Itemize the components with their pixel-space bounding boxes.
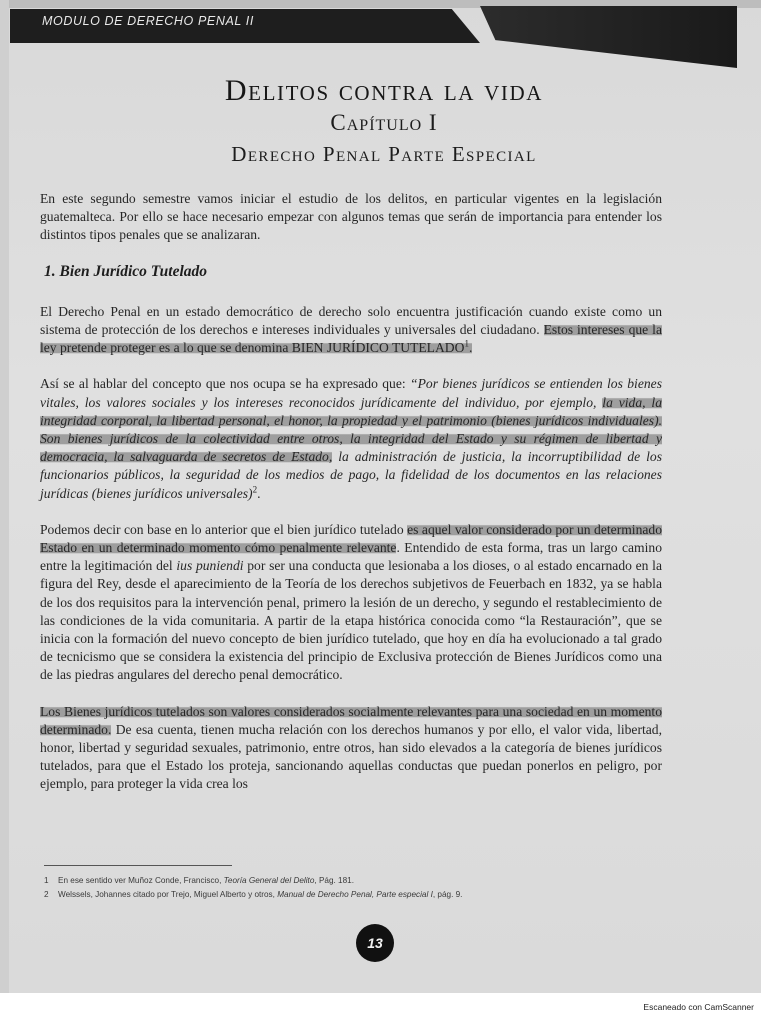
p4-text: De esa cuenta, tienen mucha relación con los derechos humanos y por ello, el valor vida, libertad, honor, libertad y seguridad sexuales, patrimonio, entre otros, han sido elevados a la categoría de bienes jurídicos tutelados, para que el Estado los proteja, sancionando aquellas conductas que puedan ponerlos en peligro, por ejemplo, para proteger la vida crea los (40, 721, 662, 792)
footnote-ref-2: 2 (252, 484, 258, 495)
footnote-text-end: , pág. 9. (432, 890, 463, 899)
footnote-1 (44, 874, 664, 888)
footnote-text-end: , Pág. 181. (314, 876, 354, 885)
footnote-text: Welssels, Johannes citado por Trejo, Miguel Alberto y otros, (58, 890, 278, 899)
subtitle: Derecho Penal Parte Especial (231, 142, 537, 166)
body-text (40, 190, 662, 812)
paragraph-2 (40, 375, 662, 502)
footnote-title: Manual de Derecho Penal, Parte especial I (277, 890, 433, 899)
paragraph-4 (40, 703, 662, 794)
p2-quote-highlight: la vida, la integridad corporal, la libertad personal, el honor, la propiedad y el patrimonio (bienes jurídicos individuales). Son bienes jurídicos de la colectividad entre otros, la integridad del Estado y su régimen de libertad y democracia, la salvaguarda de secretos de Estado, (40, 394, 663, 465)
chapter-title: Capítulo I (330, 110, 438, 135)
ius-puniendi: ius puniendi (176, 558, 244, 574)
p2-text: Así se al hablar del concepto que nos ocupa se ha expresado que: (40, 376, 411, 392)
p3-text: Podemos decir con base en lo anterior que el bien jurídico tutelado (40, 521, 408, 537)
module-title: MODULO DE DERECHO PENAL II (42, 14, 254, 28)
p3-text-2: . Entendido de esta forma, tras un largo camino entre la legitimación del (40, 540, 663, 574)
footnote-text: En ese sentido ver Muñoz Conde, Francisco, (58, 876, 224, 885)
footnote-number: 1 (44, 876, 49, 885)
footnote-divider (44, 865, 232, 866)
p4-highlight: Los Bienes jurídicos tutelados son valores considerados socialmente relevantes para una sociedad en un momento determinado. (40, 703, 662, 737)
paragraph-3 (40, 521, 662, 685)
page-number: 13 (356, 924, 394, 962)
intro-paragraph: En este segundo semestre vamos iniciar el estudio de los delitos, en particular vigentes en la legislación guatemalteca. Por ello se hace necesario empezar con algunos temas que serán de importancia para entender los distintos tipos penales que se analizaran. (40, 191, 662, 243)
footnote-title: Teoría General del Delito (223, 876, 315, 885)
footnote-number: 2 (44, 890, 49, 899)
footnote-2 (44, 888, 664, 902)
p2-quote-end: la administración de justicia, la incorruptibilidad de los funcionarios públicos, la seguridad de los medios de pago, la fidelidad de los documentos en las relaciones jurídicas (bienes jurídicos universales) (40, 449, 662, 501)
main-title: Delitos contra la vida (224, 74, 544, 107)
p1-highlight-text: Estos intereses que la ley pretende proteger es a lo que se denomina (40, 322, 662, 356)
section-heading: 1. Bien Jurídico Tutelado (44, 262, 208, 280)
p3-highlight: es aquel valor considerado por un determinado Estado en un determinado momento cómo penalmente relevante (40, 521, 662, 556)
camscanner-watermark: Escaneado con CamScanner (643, 1002, 754, 1012)
p1-end: . (468, 340, 473, 356)
footnote-ref-1: 1 (464, 338, 469, 349)
p2-end: . (257, 485, 261, 501)
paragraph-1 (40, 303, 662, 358)
p2-quote-start: “Por bienes jurídicos se entienden los bienes vitales, los valores sociales y los intereses reconocidos jurídicamente del individuo, por ejemplo, (40, 376, 662, 410)
footnotes (44, 874, 664, 902)
p3-text-3: por ser una conducta que lesionaba a los dioses, o al estado encarnado en la figura del Rey, desde el aparecimiento de la Teoría de los derechos subjetivos de Feuerbach en 1832, ya se habla de los dos requisitos para la intervención penal, primero la lesión de un derecho, y segundo el restablecimiento de las condiciones de la vida comunitaria. A partir de la etapa histórica conocida como “la Restauración”, que se inicia con la formación del nuevo concepto de bien jurídico tutelado, que hoy en día ha evolucionado a tal grado de tecnicismo que se considera la existencia del principio de Exclusiva protección de Bienes Jurídicos como una de las piedras angulares del derecho penal democrático. (40, 558, 662, 683)
p1-text: El Derecho Penal en un estado democrático de derecho solo encuentra justificación cuando existe como un sistema de protección de los derechos e intereses individuales y universales del ciudadano. (40, 303, 662, 338)
bien-juridico-term: BIEN JURÍDICO TUTELADO (291, 340, 465, 356)
